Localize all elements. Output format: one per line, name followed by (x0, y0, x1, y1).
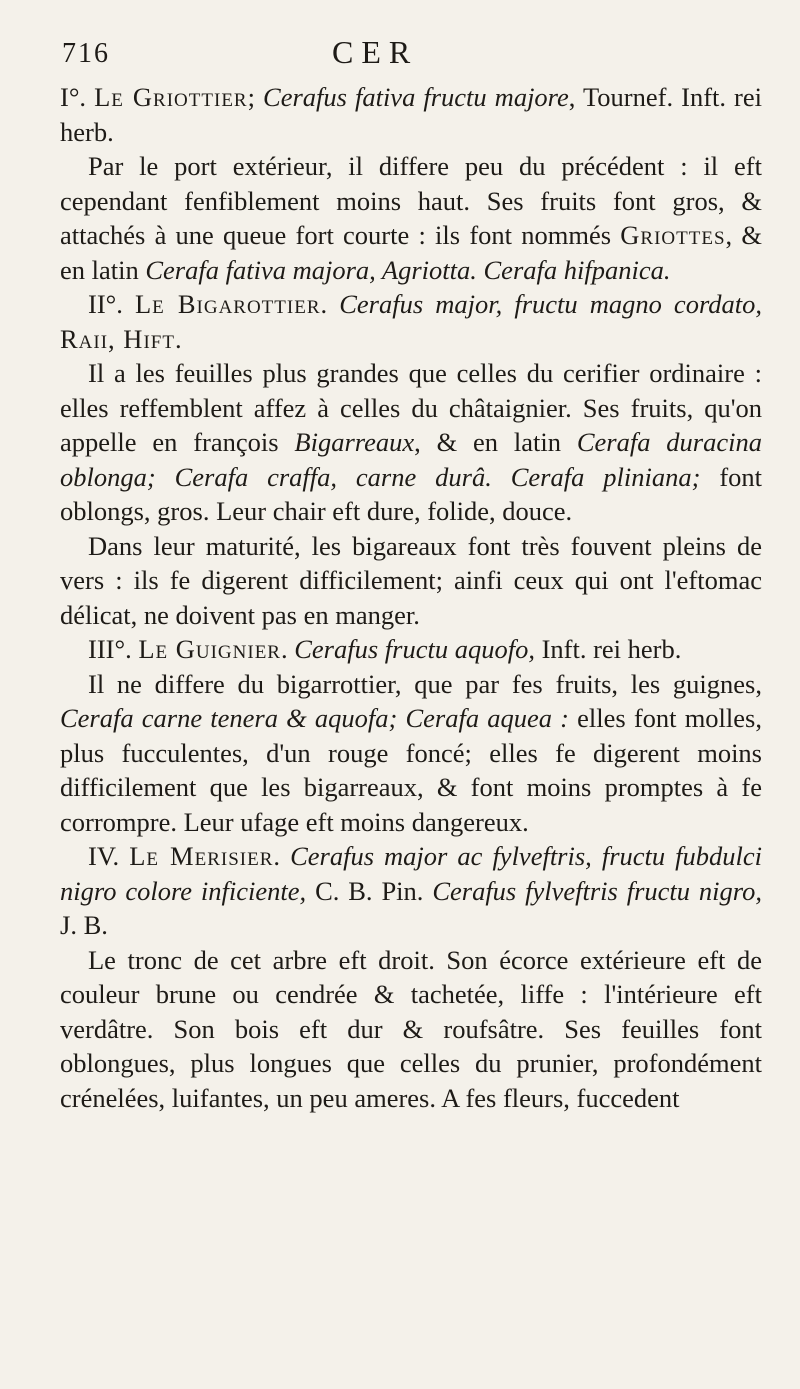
entry-paragraph: Par le port extérieur, il differe peu du précédent : il eft cependant fenfiblement moins haut. Ses fruits font gros, & attachés à une queue fort courte : ils font nommés Griottes, & en latin Cerafa fativa majora, Agriotta. Cerafa hifpanica. (60, 151, 762, 285)
entry-paragraph: Le tronc de cet arbre eft droit. Son écorce extérieure eft de couleur brune ou cendrée & tachetée, liffe : l'intérieure eft verdâtre. Son bois eft dur & roufsâtre. Ses feuilles font oblongues, plus longues que celles du prunier, profondément crénelées, luifantes, un peu ameres. A fes fleurs, fuccedent (60, 944, 762, 1113)
entry-authority-alt: J. B. (60, 910, 108, 940)
entry-heading-bigarottier: II°. Le Bigarottier. Cerafus major, fructu magno cordato, Raii, Hift. (60, 289, 763, 354)
body-text (60, 80, 762, 1115)
entry-latin-name: Cerafus major, fructu magno cordato, (339, 289, 763, 319)
entry-latin-name: Cerafus fructu aquofo, (294, 634, 535, 664)
entry-latin-name-alt: Cerafus fylveftris fructu nigro, (432, 875, 762, 906)
entry-authority: Inft. rei herb. (541, 634, 682, 664)
entry-numeral: IV. (88, 841, 120, 871)
entry-name: Le Griottier (94, 82, 248, 112)
entry-numeral: I°. (60, 82, 87, 112)
entry-heading-merisier: IV. Le Merisier. Cerafus major ac fylveftris, fructu fubdulci nigro colore inficiente, C. B. Pin. Cerafus fylveftris fructu nigro, J. B. (60, 841, 763, 940)
book-page (60, 30, 762, 1115)
entry-paragraph: Dans leur maturité, les bigareaux font très fouvent pleins de vers : ils fe digerent difficilement; ainfi ceux qui ont l'eftomac délicat, ne doivent pas en manger. (60, 530, 762, 630)
entry-name: Le Merisier (129, 841, 274, 871)
entry-name: Le Bigarottier (134, 289, 321, 319)
running-title: CER (332, 34, 419, 70)
entry-numeral: III°. (88, 634, 132, 664)
entry-authority: Tournef. Inft. rei herb. (60, 82, 762, 147)
entry-authority: C. B. Pin. (315, 875, 424, 906)
entry-numeral: II°. (88, 289, 123, 319)
entry-authority: Raii, Hift. (60, 323, 183, 354)
entry-heading-griottier: I°. Le Griottier; Cerafus fativa fructu majore, Tournef. Inft. rei herb. (60, 82, 762, 147)
entry-heading-guignier: III°. Le Guignier. Cerafus fructu aquofo, Inft. rei herb. (88, 634, 682, 664)
entry-latin-name: Cerafus fativa fructu majore (263, 82, 569, 112)
running-head (60, 30, 762, 80)
entry-paragraph: Il ne differe du bigarrottier, que par fes fruits, les guignes, Cerafa carne tenera & aquofa; Cerafa aquea : elles font molles, plus fucculentes, d'un rouge foncé; elles fe digerent moins difficilement que les bigarreaux, & font moins promptes à fe corrompre. Leur ufage eft moins dangereux. (60, 668, 762, 837)
entry-name: Le Guignier (138, 634, 281, 664)
page-number: 716 (62, 38, 110, 69)
entry-latin-name: Cerafus major ac fylveftris, fructu fubdulci nigro colore inficiente, (60, 841, 763, 906)
entry-paragraph: Il a les feuilles plus grandes que celles du cerifier ordinaire : elles reffemblent affez à celles du châtaignier. Ses fruits, qu'on appelle en françois Bigarreaux, & en latin Cerafa duracina oblonga; Cerafa craffa, carne durâ. Cerafa pliniana; font oblongs, gros. Leur chair eft dure, folide, douce. (60, 358, 763, 526)
